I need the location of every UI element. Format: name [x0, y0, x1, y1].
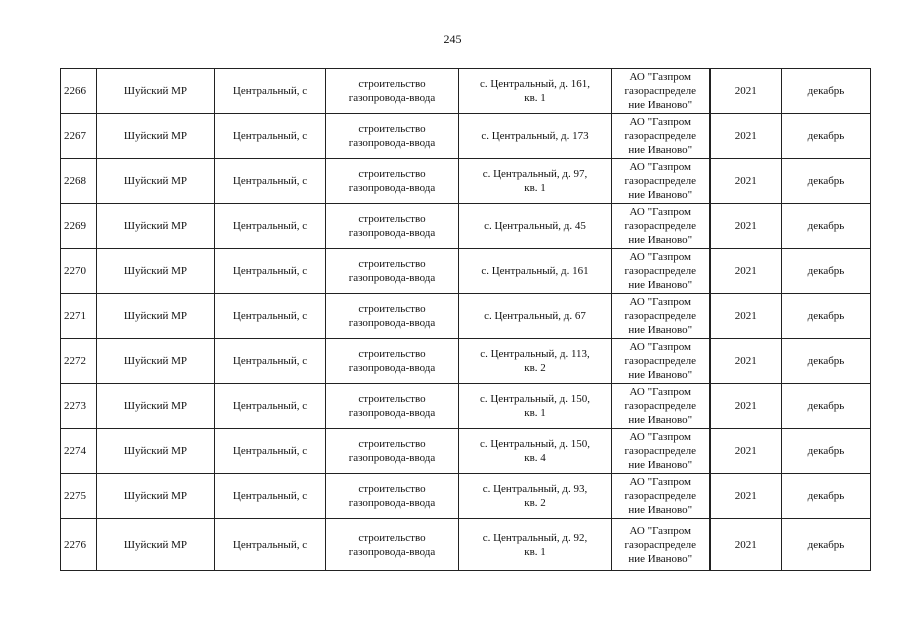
- work-type-line: газопровода-ввода: [348, 545, 436, 558]
- district-cell: Шуйский МР: [97, 249, 215, 294]
- address-line: с. Центральный, д. 93,: [482, 483, 588, 495]
- district-cell: Шуйский МР: [97, 69, 215, 114]
- row-number-cell: 2276: [61, 519, 97, 571]
- address-cell: [459, 69, 612, 114]
- organization-line: АО "Газпром: [629, 386, 692, 398]
- address-line: с. Центральный, д. 150,: [479, 393, 591, 405]
- address-line: кв. 2: [524, 497, 546, 509]
- year-cell: 2021: [710, 159, 782, 204]
- row-number-cell: 2274: [61, 429, 97, 474]
- row-number-cell: 2271: [61, 294, 97, 339]
- organization-cell: [612, 429, 710, 474]
- organization-cell: [612, 159, 710, 204]
- month-cell: декабрь: [782, 294, 871, 339]
- organization-line: газораспределе: [624, 538, 696, 551]
- row-number-cell: 2268: [61, 159, 97, 204]
- organization-line: АО "Газпром: [629, 71, 692, 83]
- work-type-line: строительство: [358, 258, 426, 270]
- organization-line: АО "Газпром: [629, 476, 692, 488]
- table-row: [61, 204, 871, 249]
- row-number-cell: 2272: [61, 339, 97, 384]
- gasification-table: [60, 68, 871, 571]
- work-type-cell: [326, 159, 459, 204]
- organization-line: ние Иваново": [628, 189, 693, 201]
- row-number-cell: 2275: [61, 474, 97, 519]
- address-line: с. Центральный, д. 67: [484, 310, 586, 322]
- table-row: [61, 339, 871, 384]
- organization-cell: [612, 474, 710, 519]
- organization-line: АО "Газпром: [629, 524, 692, 537]
- organization-cell: [612, 519, 710, 571]
- work-type-line: газопровода-ввода: [348, 362, 436, 374]
- district-cell: Шуйский МР: [97, 429, 215, 474]
- month-cell: декабрь: [782, 384, 871, 429]
- work-type-line: строительство: [358, 531, 426, 544]
- organization-line: газораспределе: [624, 85, 696, 97]
- address-cell: [459, 249, 612, 294]
- address-line: с. Центральный, д. 173: [481, 130, 589, 142]
- month-cell: декабрь: [782, 339, 871, 384]
- table-row: [61, 474, 871, 519]
- organization-line: газораспределе: [624, 310, 696, 322]
- month-cell: декабрь: [782, 69, 871, 114]
- year-cell: 2021: [710, 249, 782, 294]
- organization-line: газораспределе: [624, 265, 696, 277]
- table-row: [61, 384, 871, 429]
- work-type-cell: [326, 429, 459, 474]
- work-type-line: строительство: [358, 348, 426, 360]
- work-type-line: строительство: [358, 213, 426, 225]
- district-cell: Шуйский МР: [97, 294, 215, 339]
- row-number-cell: 2269: [61, 204, 97, 249]
- address-line: с. Центральный, д. 161,: [479, 78, 591, 90]
- district-cell: Шуйский МР: [97, 114, 215, 159]
- settlement-cell: Центральный, с: [215, 114, 326, 159]
- settlement-cell: Центральный, с: [215, 294, 326, 339]
- address-cell: [459, 294, 612, 339]
- row-number-cell: 2273: [61, 384, 97, 429]
- organization-cell: [612, 249, 710, 294]
- table-row: [61, 159, 871, 204]
- organization-line: ние Иваново": [628, 324, 693, 336]
- year-cell: 2021: [710, 339, 782, 384]
- organization-line: АО "Газпром: [629, 116, 692, 128]
- month-cell: декабрь: [782, 474, 871, 519]
- month-cell: декабрь: [782, 204, 871, 249]
- organization-line: газораспределе: [624, 355, 696, 367]
- work-type-line: газопровода-ввода: [348, 407, 436, 419]
- settlement-cell: Центральный, с: [215, 384, 326, 429]
- work-type-line: газопровода-ввода: [348, 137, 436, 149]
- district-cell: Шуйский МР: [97, 519, 215, 571]
- work-type-cell: [326, 384, 459, 429]
- work-type-line: строительство: [358, 168, 426, 180]
- address-cell: [459, 339, 612, 384]
- work-type-line: газопровода-ввода: [348, 497, 436, 509]
- address-cell: [459, 204, 612, 249]
- work-type-cell: [326, 249, 459, 294]
- work-type-line: газопровода-ввода: [348, 227, 436, 239]
- year-cell: 2021: [710, 69, 782, 114]
- work-type-cell: [326, 204, 459, 249]
- organization-line: АО "Газпром: [629, 431, 692, 443]
- organization-line: газораспределе: [624, 445, 696, 457]
- work-type-line: строительство: [358, 483, 426, 495]
- work-type-line: строительство: [358, 78, 426, 90]
- organization-line: ние Иваново": [628, 279, 693, 291]
- organization-line: газораспределе: [624, 220, 696, 232]
- organization-cell: [612, 294, 710, 339]
- address-line: кв. 1: [524, 92, 546, 104]
- organization-line: АО "Газпром: [629, 161, 692, 173]
- organization-line: газораспределе: [624, 490, 696, 502]
- table-body: [61, 69, 871, 571]
- year-cell: 2021: [710, 204, 782, 249]
- organization-cell: [612, 384, 710, 429]
- organization-line: ние Иваново": [628, 459, 693, 471]
- year-cell: 2021: [710, 114, 782, 159]
- address-cell: [459, 384, 612, 429]
- address-cell: [459, 429, 612, 474]
- district-cell: Шуйский МР: [97, 474, 215, 519]
- organization-line: ние Иваново": [628, 504, 693, 516]
- settlement-cell: Центральный, с: [215, 339, 326, 384]
- organization-line: АО "Газпром: [629, 251, 692, 263]
- work-type-line: строительство: [358, 438, 426, 450]
- organization-line: ние Иваново": [628, 99, 693, 111]
- work-type-line: газопровода-ввода: [348, 272, 436, 284]
- row-number-cell: 2270: [61, 249, 97, 294]
- address-cell: [459, 114, 612, 159]
- address-cell: [459, 519, 612, 571]
- work-type-cell: [326, 339, 459, 384]
- settlement-cell: Центральный, с: [215, 69, 326, 114]
- organization-cell: [612, 204, 710, 249]
- work-type-line: газопровода-ввода: [348, 452, 436, 464]
- organization-line: газораспределе: [624, 130, 696, 142]
- address-line: с. Центральный, д. 45: [484, 220, 586, 232]
- organization-line: газораспределе: [624, 400, 696, 412]
- row-number-cell: 2267: [61, 114, 97, 159]
- month-cell: декабрь: [782, 519, 871, 571]
- work-type-line: строительство: [358, 393, 426, 405]
- work-type-line: газопровода-ввода: [348, 317, 436, 329]
- organization-cell: [612, 339, 710, 384]
- settlement-cell: Центральный, с: [215, 249, 326, 294]
- address-line: с. Центральный, д. 161: [481, 265, 589, 277]
- work-type-cell: [326, 69, 459, 114]
- page-number: 245: [443, 32, 462, 46]
- month-cell: декабрь: [782, 159, 871, 204]
- address-line: кв. 2: [524, 362, 546, 374]
- work-type-cell: [326, 294, 459, 339]
- year-cell: 2021: [710, 294, 782, 339]
- organization-line: АО "Газпром: [629, 296, 692, 308]
- work-type-cell: [326, 519, 459, 571]
- work-type-cell: [326, 474, 459, 519]
- settlement-cell: Центральный, с: [215, 474, 326, 519]
- district-cell: Шуйский МР: [97, 159, 215, 204]
- table-row: [61, 249, 871, 294]
- settlement-cell: Центральный, с: [215, 159, 326, 204]
- year-cell: 2021: [710, 429, 782, 474]
- year-cell: 2021: [710, 384, 782, 429]
- district-cell: Шуйский МР: [97, 339, 215, 384]
- work-type-line: строительство: [358, 303, 426, 315]
- organization-cell: [612, 69, 710, 114]
- work-type-line: газопровода-ввода: [348, 92, 436, 104]
- address-line: с. Центральный, д. 113,: [480, 348, 590, 360]
- address-line: с. Центральный, д. 150,: [479, 438, 591, 450]
- work-type-cell: [326, 114, 459, 159]
- settlement-cell: Центральный, с: [215, 204, 326, 249]
- address-line: с. Центральный, д. 92,: [482, 531, 588, 544]
- settlement-cell: Центральный, с: [215, 429, 326, 474]
- table-row: [61, 519, 871, 571]
- month-cell: декабрь: [782, 429, 871, 474]
- district-cell: Шуйский МР: [97, 384, 215, 429]
- work-type-line: строительство: [358, 123, 426, 135]
- address-cell: [459, 474, 612, 519]
- address-line: кв. 1: [524, 182, 546, 194]
- organization-line: ние Иваново": [628, 369, 693, 381]
- district-cell: Шуйский МР: [97, 204, 215, 249]
- address-cell: [459, 159, 612, 204]
- address-line: кв. 4: [524, 452, 546, 464]
- year-cell: 2021: [710, 519, 782, 571]
- organization-cell: [612, 114, 710, 159]
- organization-line: ние Иваново": [628, 144, 693, 156]
- table-row: [61, 69, 871, 114]
- table-row: [61, 114, 871, 159]
- table-row: [61, 429, 871, 474]
- month-cell: декабрь: [782, 114, 871, 159]
- organization-line: АО "Газпром: [629, 206, 692, 218]
- address-line: кв. 1: [524, 545, 546, 558]
- organization-line: АО "Газпром: [629, 341, 692, 353]
- settlement-cell: Центральный, с: [215, 519, 326, 571]
- work-type-line: газопровода-ввода: [348, 182, 436, 194]
- organization-line: газораспределе: [624, 175, 696, 187]
- row-number-cell: 2266: [61, 69, 97, 114]
- organization-line: ние Иваново": [628, 414, 693, 426]
- month-cell: декабрь: [782, 249, 871, 294]
- year-cell: 2021: [710, 474, 782, 519]
- address-line: кв. 1: [524, 407, 546, 419]
- table-row: [61, 294, 871, 339]
- organization-line: ние Иваново": [628, 234, 693, 246]
- organization-line: ние Иваново": [628, 552, 693, 565]
- address-line: с. Центральный, д. 97,: [482, 168, 588, 180]
